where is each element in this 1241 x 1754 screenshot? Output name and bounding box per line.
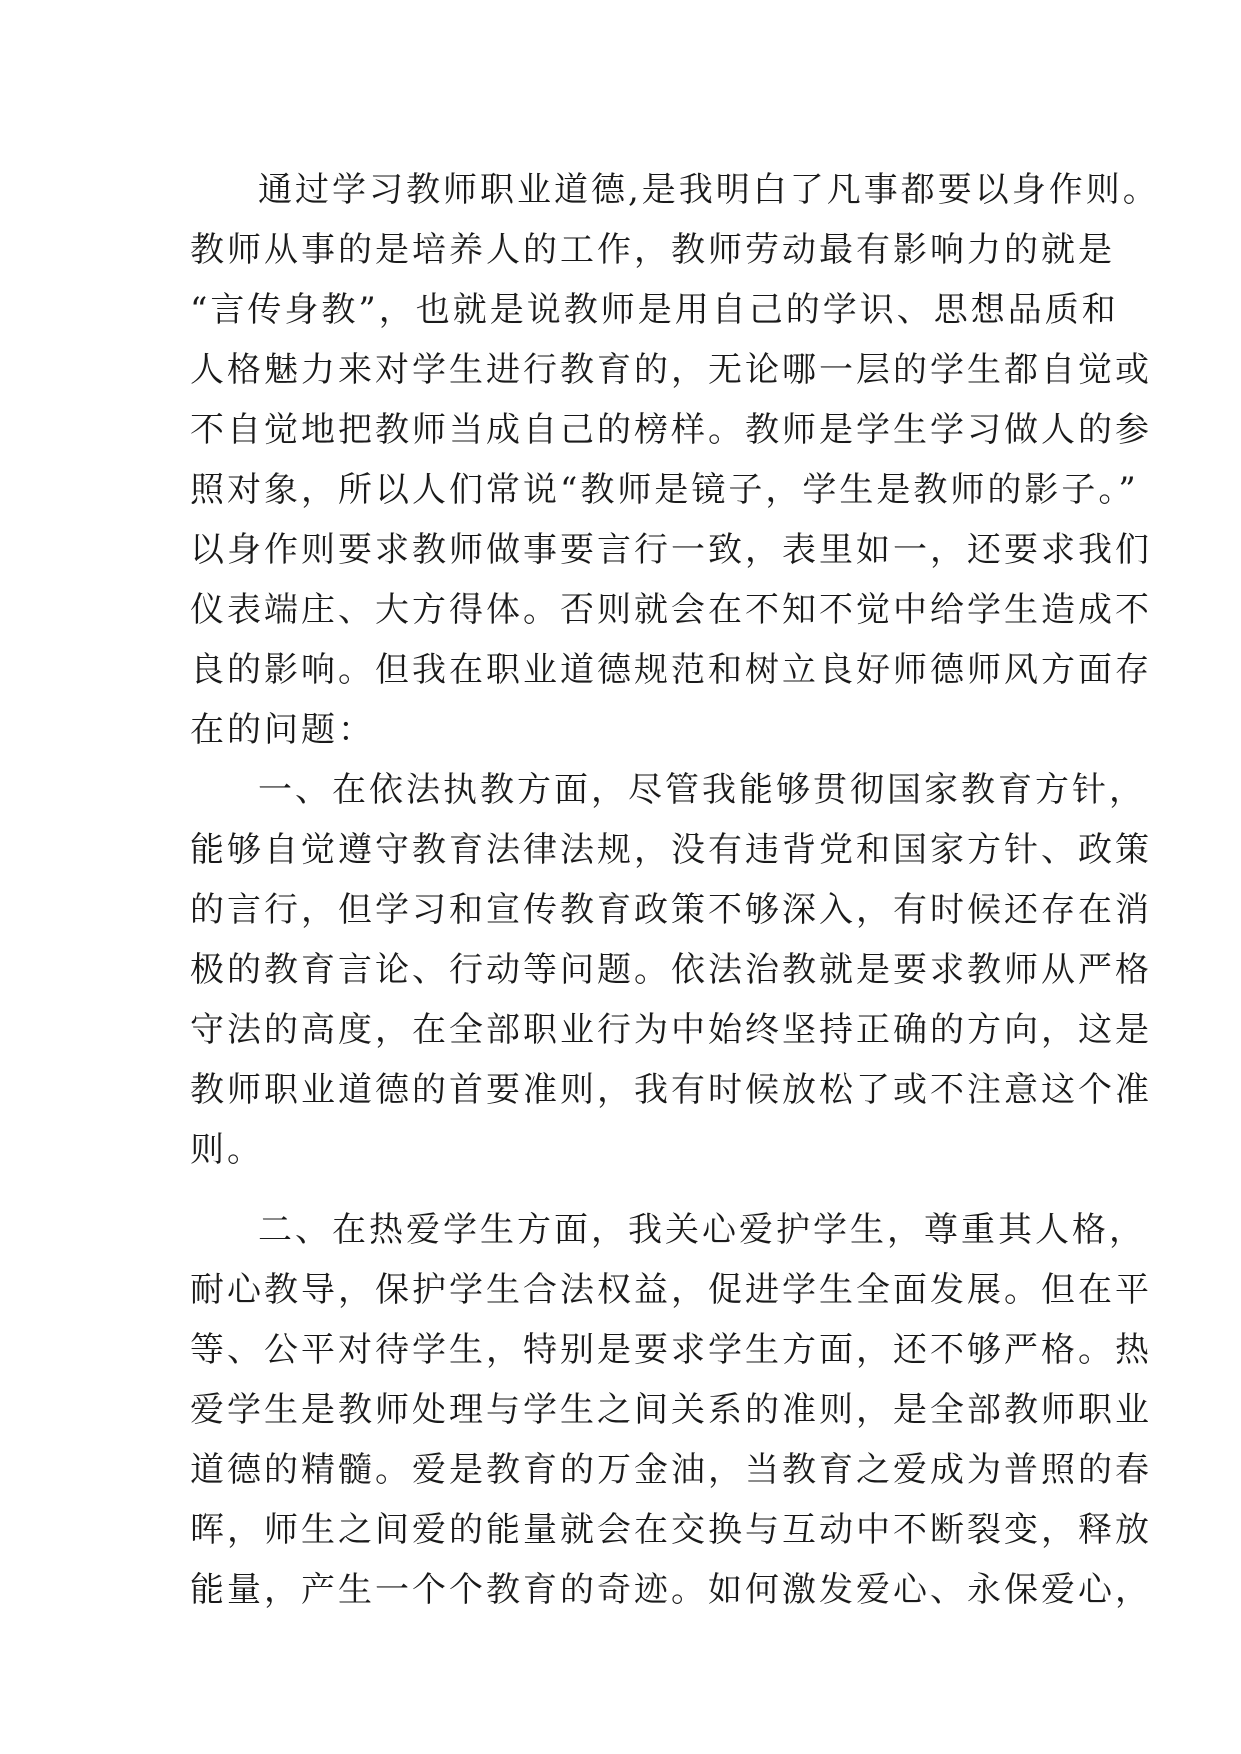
paragraph-1-line-10: 在的问题： [190,710,375,750]
paragraph-2-line-7: 则。 [190,1130,264,1170]
paragraph-2-line-5: 守法的高度，在全部职业行为中始终坚持正确的方向，这是 [190,1010,1152,1050]
paragraph-3-line-3: 等、公平对待学生，特别是要求学生方面，还不够严格。热 [190,1330,1152,1370]
paragraph-3-line-5: 道德的精髓。爱是教育的万金油，当教育之爱成为普照的春 [190,1450,1152,1490]
paragraph-3-line-4: 爱学生是教师处理与学生之间关系的准则，是全部教师职业 [190,1390,1152,1430]
paragraph-1-line-4: 人格魅力来对学生进行教育的，无论哪一层的学生都自觉或 [190,350,1152,390]
paragraph-1-line-9: 良的影响。但我在职业道德规范和树立良好师德师风方面存 [190,650,1152,690]
paragraph-3-line-7: 能量，产生一个个教育的奇迹。如何激发爱心、永保爱心， [190,1570,1152,1610]
paragraph-2-line-6: 教师职业道德的首要准则，我有时候放松了或不注意这个准 [190,1070,1152,1110]
paragraph-2-line-4: 极的教育言论、行动等问题。依法治教就是要求教师从严格 [190,950,1152,990]
paragraph-3-line-6: 晖，师生之间爱的能量就会在交换与互动中不断裂变，释放 [190,1510,1152,1550]
paragraph-1-line-1: 通过学习教师职业道德,是我明白了凡事都要以身作则。 [258,170,1160,210]
paragraph-1-line-3: “言传身教”，也就是说教师是用自己的学识、思想品质和 [190,290,1119,330]
paragraph-1-line-5: 不自觉地把教师当成自己的榜样。教师是学生学习做人的参 [190,410,1152,450]
paragraph-1-line-6: 照对象，所以人们常说“教师是镜子，学生是教师的影子。” [190,470,1139,510]
document-body [190,160,1160,1620]
paragraph-3-line-2: 耐心教导，保护学生合法权益，促进学生全面发展。但在平 [190,1270,1152,1310]
paragraph-1-line-2: 教师从事的是培养人的工作，教师劳动最有影响力的就是 [190,230,1115,270]
paragraph-3-line-1: 二、在热爱学生方面，我关心爱护学生，尊重其人格， [258,1210,1146,1250]
paragraph-2-line-3: 的言行，但学习和宣传教育政策不够深入，有时候还存在消 [190,890,1152,930]
paragraph-2-line-2: 能够自觉遵守教育法律法规，没有违背党和国家方针、政策 [190,830,1152,870]
paragraph-2-line-1: 一、在依法执教方面，尽管我能够贯彻国家教育方针， [258,770,1146,810]
paragraph-1-line-7: 以身作则要求教师做事要言行一致，表里如一，还要求我们 [190,530,1152,570]
paragraph-1-line-8: 仪表端庄、大方得体。否则就会在不知不觉中给学生造成不 [190,590,1152,630]
